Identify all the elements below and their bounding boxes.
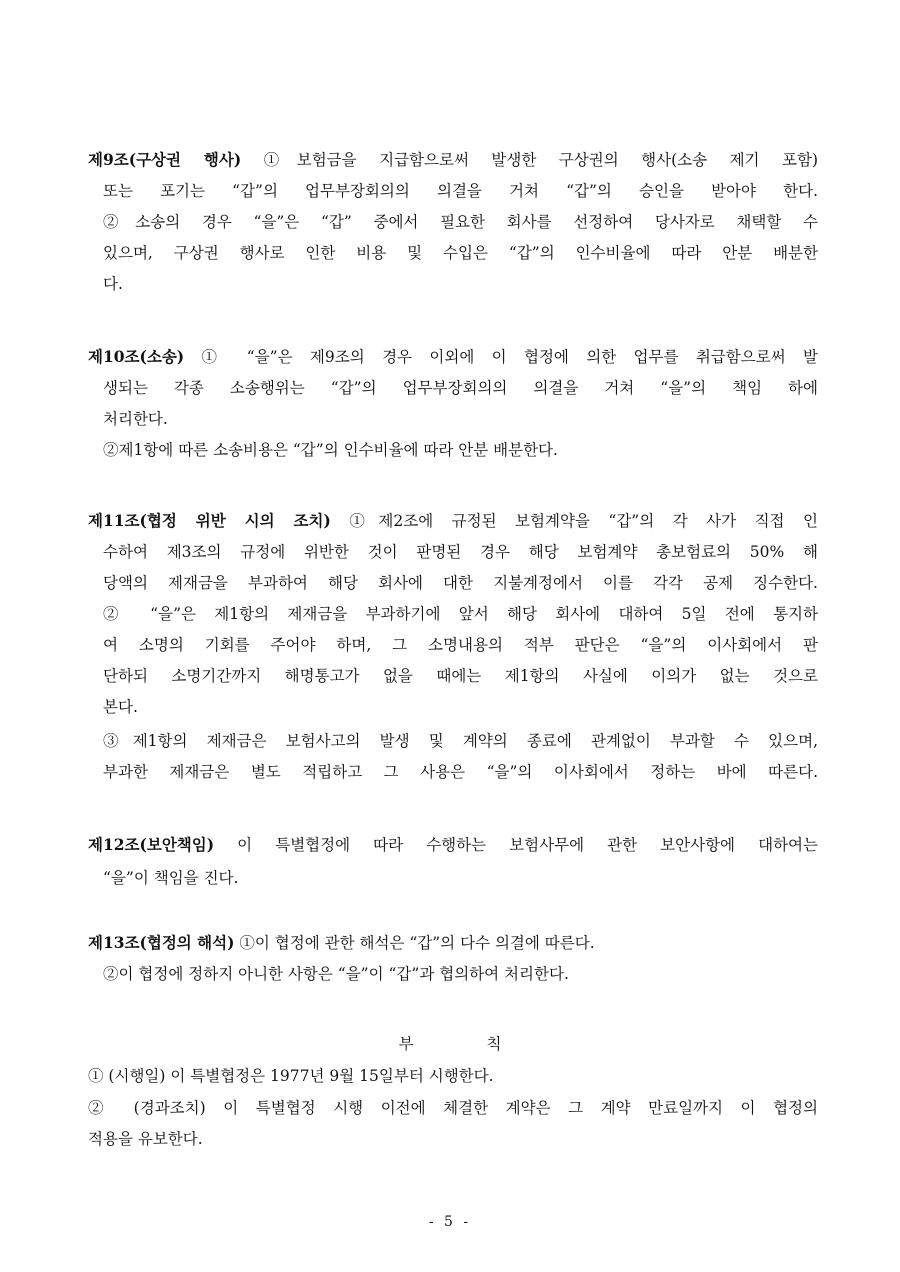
article-10-text-3: 처리한다. xyxy=(103,410,168,428)
article-9-text-2: 또는 포기는 “갑”의 업무부장회의의 의결을 거쳐 “갑”의 승인을 받아야 한다. xyxy=(103,182,818,200)
article-11-text-9: 부과한 제재금은 별도 적립하고 그 사용은 “을”의 이사회에서 정하는 바에 따른다. xyxy=(103,763,818,781)
supplementary-line-2: ② (경과조치) 이 특별협정 시행 이전에 체결한 계약은 그 계약 만료일까지 이 협정의 xyxy=(88,1099,818,1117)
article-9-text-1: ①보험금을 지급함으로써 발생한 구상권의 행사(소송 제기 포함) xyxy=(241,151,818,169)
supplementary-title: 부 칙 xyxy=(398,1035,536,1053)
supplementary-line-3: 적용을 유보한다. xyxy=(88,1130,203,1148)
article-11-text-8: ③제1항의 제재금은 보험사고의 발생 및 계약의 종료에 관계없이 부과할 수 있으며, xyxy=(103,732,818,750)
article-10-line-1 xyxy=(88,347,818,367)
article-12-heading: 제12조(보안책임) xyxy=(88,835,215,854)
article-11-text-5: 여 소명의 기회를 주어야 하며, 그 소명내용의 적부 판단은 “을”의 이사회에서 판 xyxy=(103,636,818,654)
article-9-line-1 xyxy=(88,150,818,170)
article-9-text-3: ②소송의 경우 “을”은 “갑” 중에서 필요한 회사를 선정하여 당사자로 채택할 수 xyxy=(103,213,818,231)
article-11-text-1: ①제2조에 규정된 보험계약을 “갑”의 각 사가 직접 인 xyxy=(330,512,818,530)
article-12-text-2: “을”이 책임을 진다. xyxy=(103,869,239,887)
article-12-line-1 xyxy=(88,835,818,855)
article-10-text-4: ②제1항에 따른 소송비용은 “갑”의 인수비율에 따라 안분 배분한다. xyxy=(103,441,558,459)
article-11-text-2: 수하여 제3조의 규정에 위반한 것이 판명된 경우 해당 보험계약 총보험료의 50% 해 xyxy=(103,543,818,561)
article-13-line-1 xyxy=(88,933,595,953)
article-13-text-1: ①이 협정에 관한 해석은 “갑”의 다수 의결에 따른다. xyxy=(234,934,595,952)
article-11-text-3: 당액의 제재금을 부과하여 해당 회사에 대한 지불계정에서 이를 각각 공제 징수한다. xyxy=(103,574,818,592)
article-10-text-2: 생되는 각종 소송행위는 “갑”의 업무부장회의의 의결을 거쳐 “을”의 책임 하에 xyxy=(103,379,818,397)
article-9-heading: 제9조(구상권 행사) xyxy=(88,150,242,169)
article-11-text-6: 단하되 소명기간까지 해명통고가 없을 때에는 제1항의 사실에 이의가 없는 것으로 xyxy=(103,667,818,685)
article-11-text-7: 본다. xyxy=(103,698,138,716)
article-11-text-4: ② “을”은 제1항의 제재금을 부과하기에 앞서 해당 회사에 대하여 5일 전에 통지하 xyxy=(103,605,818,623)
article-11-heading: 제11조(협정 위반 시의 조치) xyxy=(88,511,331,530)
article-12-text-1: 이 특별협정에 따라 수행하는 보험사무에 관한 보안사항에 대하여는 xyxy=(214,836,818,854)
article-10-text-1: ① “을”은 제9조의 경우 이외에 이 협정에 의한 업무를 취급함으로써 발 xyxy=(184,348,818,366)
article-10-heading: 제10조(소송) xyxy=(88,347,185,366)
article-9-text-5: 다. xyxy=(103,275,123,293)
article-13-text-2: ②이 협정에 정하지 아니한 사항은 “을”이 “갑”과 협의하여 처리한다. xyxy=(103,965,569,983)
page-number: - 5 - xyxy=(428,1214,472,1230)
article-13-heading: 제13조(협정의 해석) xyxy=(88,933,235,952)
supplementary-line-1: ① (시행일) 이 특별협정은 1977년 9월 15일부터 시행한다. xyxy=(88,1067,494,1085)
article-11-line-1 xyxy=(88,511,818,531)
article-9-text-4: 있으며, 구상권 행사로 인한 비용 및 수입은 “갑”의 인수비율에 따라 안분 배분한 xyxy=(103,244,818,262)
